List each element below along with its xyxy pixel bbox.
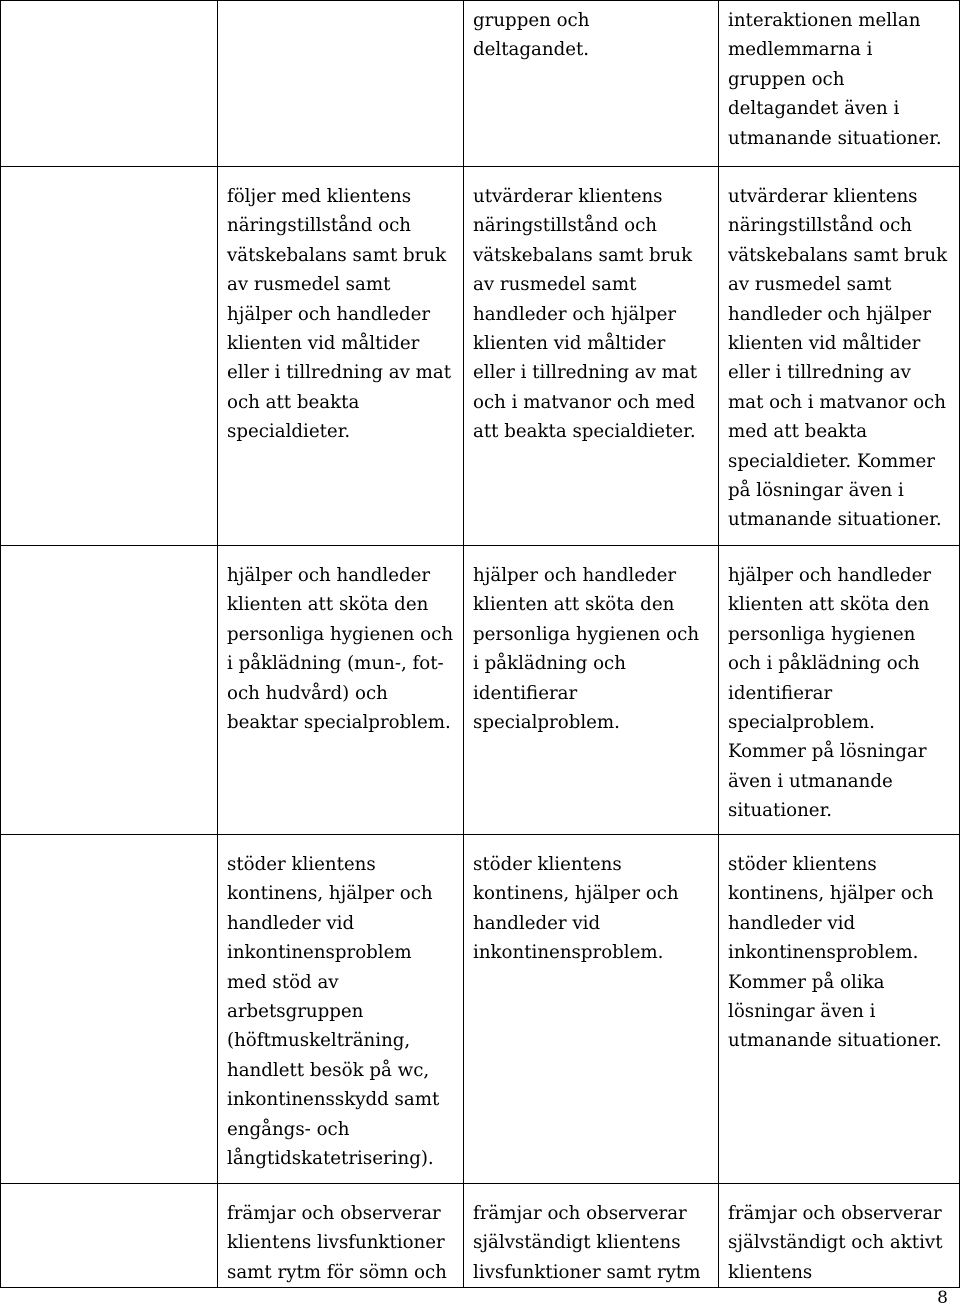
table-cell: stöder klientens kontinens, hjälper och handleder vid inkontinensproblem. Kommer på olika lösningar även i utmanande situationer. <box>719 835 960 1184</box>
table-cell: interaktionen mellan medlemmarna i gruppen och deltagandet även i utmanande situationer. <box>719 1 960 167</box>
table-cell-empty <box>1 167 218 546</box>
table-cell: stöder klientens kontinens, hjälper och handleder vid inkontinensproblem. <box>464 835 719 1184</box>
page-number: 8 <box>937 1288 948 1308</box>
table-cell-empty <box>1 1184 218 1288</box>
table-cell-empty <box>1 1 218 167</box>
table-cell: hjälper och handleder klienten att sköta den personliga hygienen och i påklädning och identifierar specialproblem. Kommer på lösningar även i utmanande situationer. <box>719 546 960 835</box>
table-cell: utvärderar klientens näringstillstånd och vätskebalans samt bruk av rusmedel samt handleder och hjälper klienten vid måltider eller i tillredning av mat och i matvanor och med att beakta specialdieter. Kommer på lösningar även i utmanande situationer. <box>719 167 960 546</box>
table-row <box>1 1184 960 1288</box>
table-cell: främjar och observerar klientens livsfunktioner samt rytm för sömn och <box>218 1184 464 1288</box>
table-cell: främjar och observerar självständigt och aktivt klientens <box>719 1184 960 1288</box>
table-cell-empty <box>218 1 464 167</box>
table-cell: utvärderar klientens näringstillstånd och vätskebalans samt bruk av rusmedel samt handleder och hjälper klienten vid måltider eller i tillredning av mat och i matvanor och med att beakta specialdieter. <box>464 167 719 546</box>
table-cell: främjar och observerar självständigt klientens livsfunktioner samt rytm <box>464 1184 719 1288</box>
table-cell: stöder klientens kontinens, hjälper och handleder vid inkontinensproblem med stöd av arbetsgruppen (höftmuskelträning, handlett besök på wc, inkontinensskydd samt engångs- och långtidskatetrisering). <box>218 835 464 1184</box>
table-row <box>1 167 960 546</box>
table-cell-empty <box>1 546 218 835</box>
table-row <box>1 546 960 835</box>
table-cell: hjälper och handleder klienten att sköta den personliga hygienen och i påklädning och identifierar specialproblem. <box>464 546 719 835</box>
table-row <box>1 1 960 167</box>
table-cell: hjälper och handleder klienten att sköta den personliga hygienen och i påklädning (mun-, fot- och hudvård) och beaktar specialproblem. <box>218 546 464 835</box>
table-cell-empty <box>1 835 218 1184</box>
table-row <box>1 835 960 1184</box>
table-cell: följer med klientens näringstillstånd och vätskebalans samt bruk av rusmedel samt hjälper och handleder klienten vid måltider eller i tillredning av mat och att beakta specialdieter. <box>218 167 464 546</box>
table-cell: gruppen och deltagandet. <box>464 1 719 167</box>
